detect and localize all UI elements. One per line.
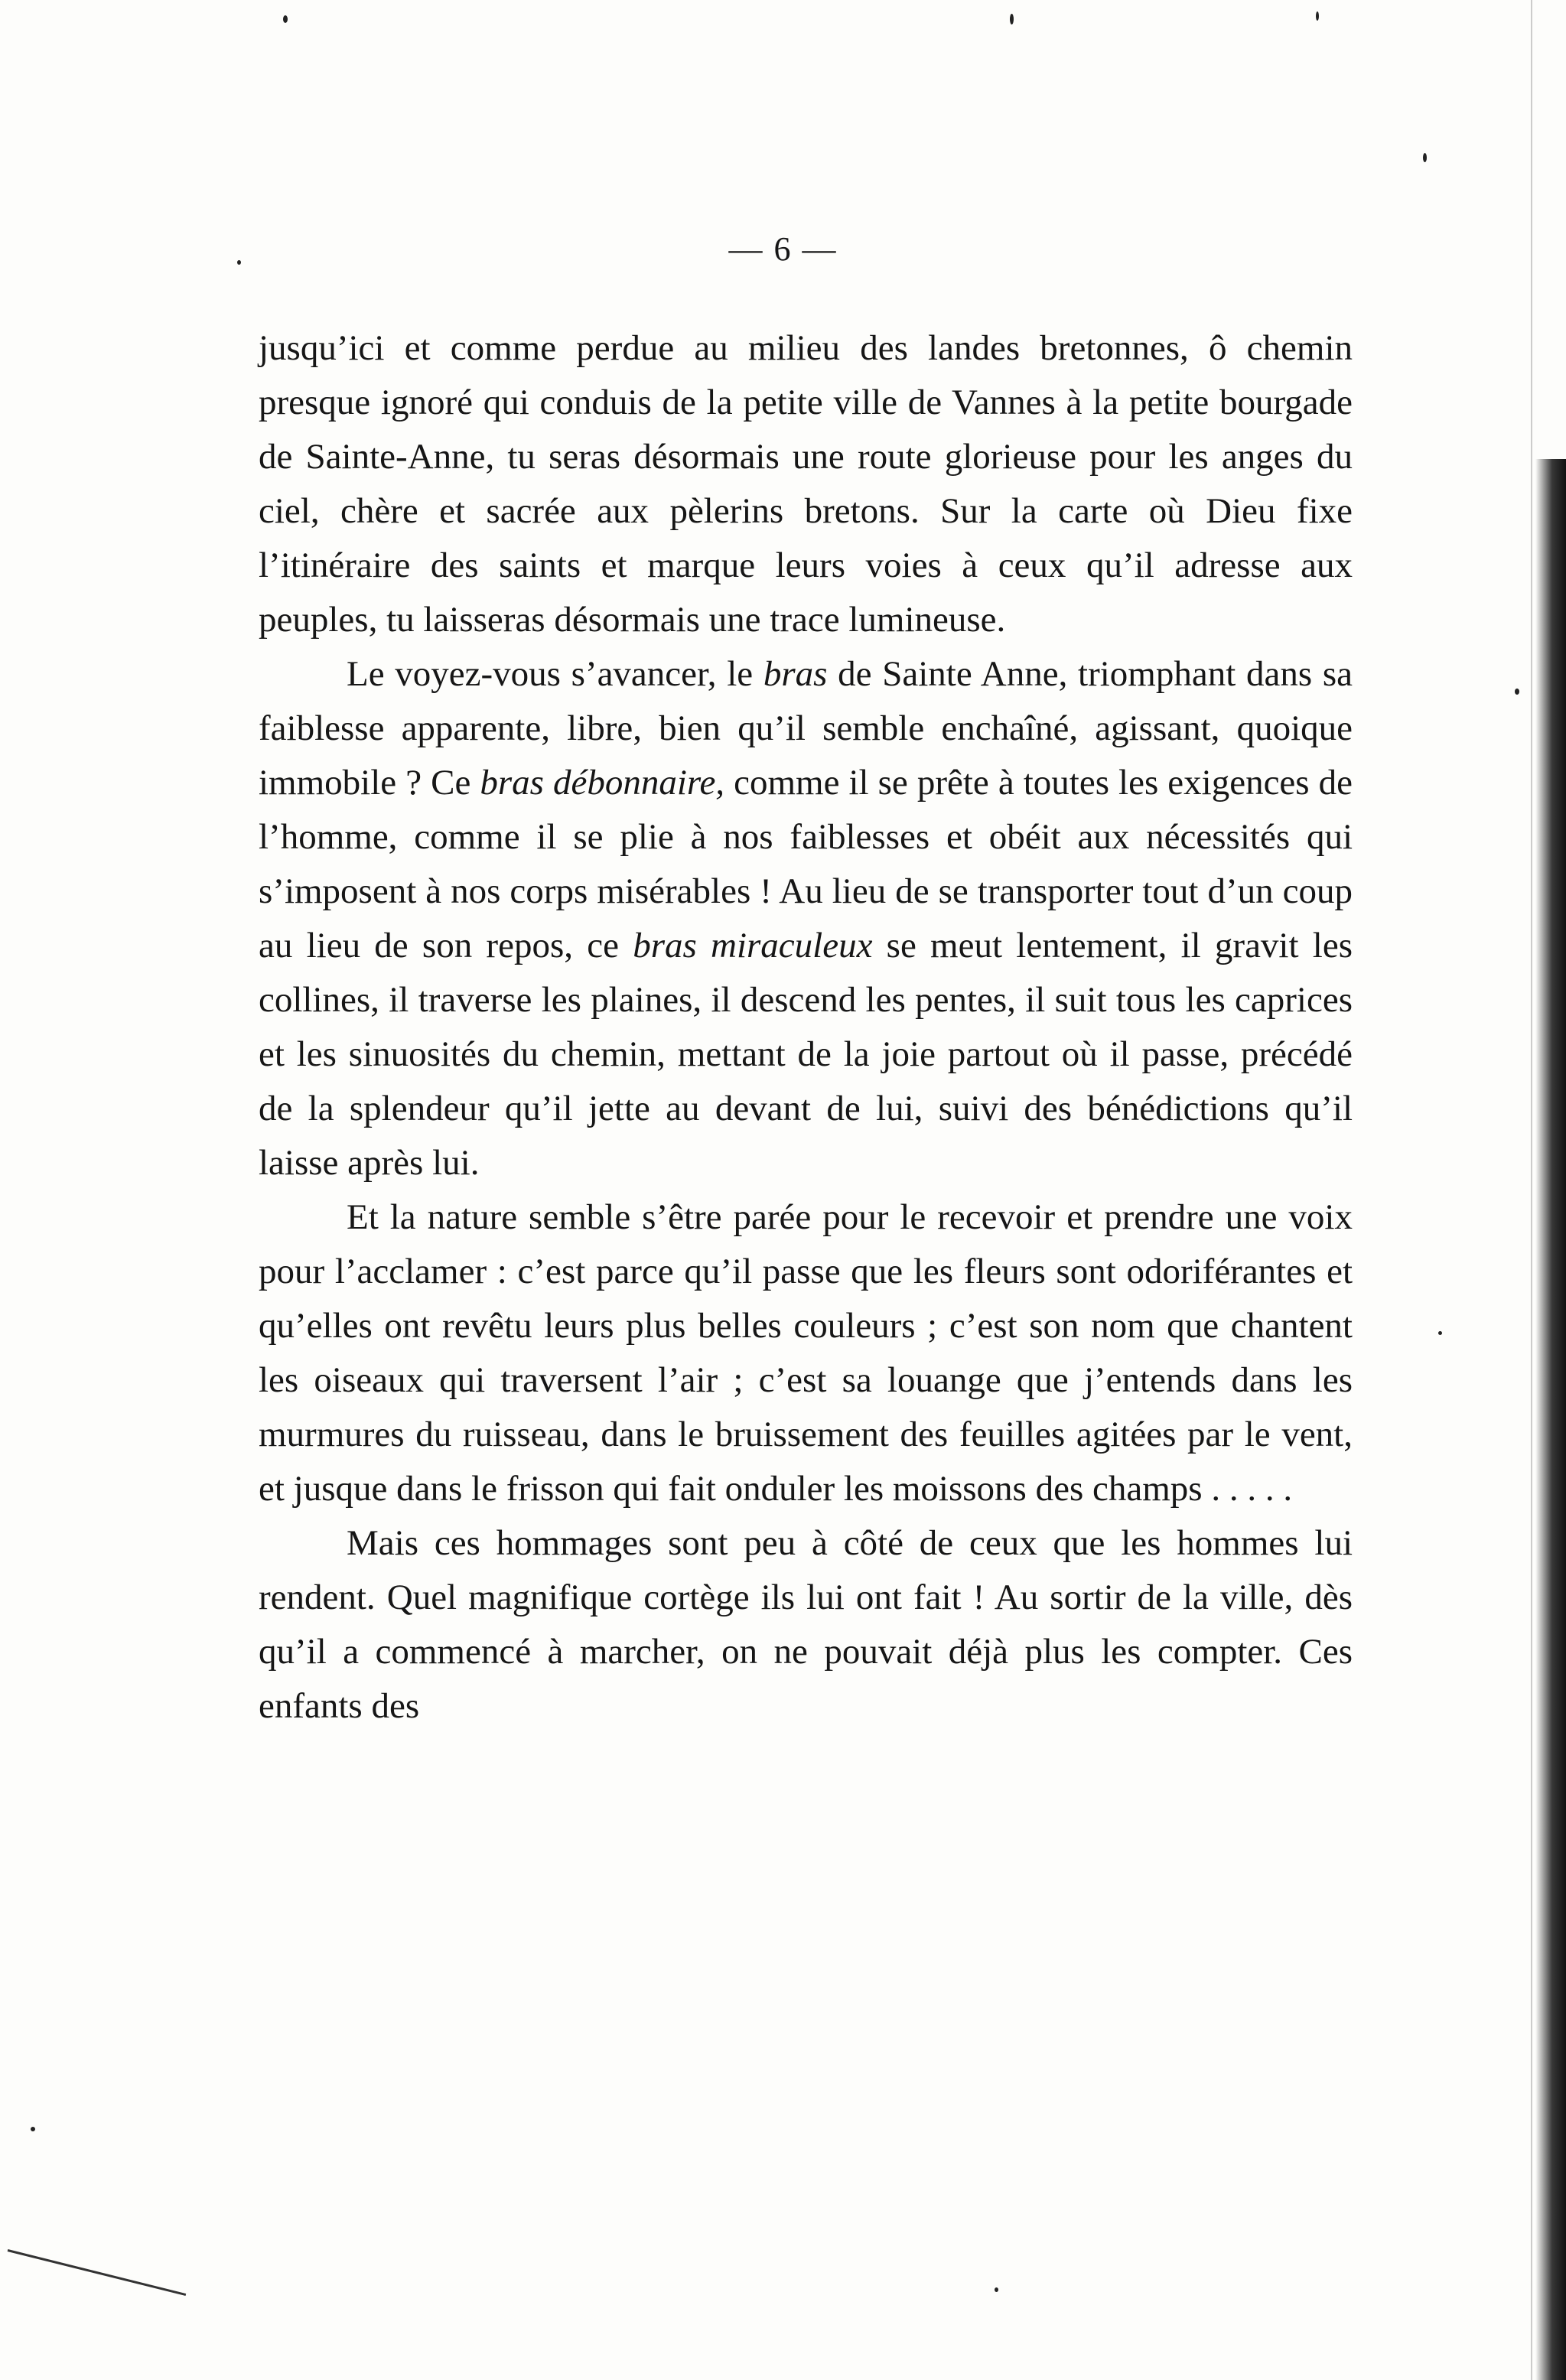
text-run: comme il se prête à toutes les exigences de l’homme, comme il se plie à nos faiblesses et obéit aux nécessités qui s’imposent à nos corps misérables ! Au lieu de se transporter tout d’un coup au lieu de son repos, ce (259, 763, 1353, 965)
scan-speck (31, 2127, 35, 2131)
paragraph (259, 647, 1353, 1190)
scan-scratch-mark (8, 2249, 187, 2296)
scan-speck (995, 2287, 998, 2292)
text-run: de Sainte Anne, triomphant dans sa faiblesse apparente, libre, bien qu’il semble enchaîné, agissant, quoique immobile ? Ce (259, 654, 1353, 803)
page-fold-line (1531, 0, 1532, 2380)
paragraph (259, 1516, 1353, 1734)
scan-speck (1316, 11, 1319, 21)
italic-text: bras (763, 654, 828, 694)
scan-speck (1438, 1331, 1442, 1335)
italic-text: bras débonnaire, (480, 763, 725, 803)
text-run: jusqu’ici et comme perdue au milieu des landes bretonnes, ô chemin presque ignoré qui conduis de la petite ville de Vannes à la petite bourgade de Sainte-Anne, tu seras désormais une route glorieuse pour les anges du ciel, chère et sacrée aux pèlerins bretons. Sur la carte où Dieu fixe l’itinéraire des saints et marque leurs voies à ceux qu’il adresse aux peuples, tu laisseras désormais une trace lumineuse. (259, 328, 1353, 640)
page-number: — 6 — (728, 230, 838, 268)
scan-speck (283, 15, 288, 23)
scan-speck (1423, 153, 1427, 162)
body-text (259, 321, 1353, 1734)
text-run: se meut lentement, il gravit les collines, il traverse les plaines, il descend les pentes, il suit tous les caprices et les sinuosités du chemin, mettant de la joie partout où il passe, précédé de la splendeur qu’il jette au devant de lui, suivi des bénédictions qu’il laisse après lui. (259, 926, 1353, 1183)
paragraph (259, 1190, 1353, 1516)
text-run: Mais ces hommages sont peu à côté de ceux que les hommes lui rendent. Quel magnifique cortège ils lui ont fait ! Au sortir de la ville, dès qu’il a commencé à marcher, on ne pouvait déjà plus les compter. Ces enfants des (259, 1523, 1353, 1726)
page-edge-shadow (1535, 459, 1566, 2380)
paragraph (259, 321, 1353, 647)
scan-speck (1515, 689, 1519, 695)
italic-text: bras miraculeux (633, 926, 873, 965)
scan-speck (1010, 14, 1014, 24)
text-run: Et la nature semble s’être parée pour le recevoir et prendre une voix pour l’acclamer : c’est parce qu’il passe que les fleurs sont odoriférantes et qu’elles ont revêtu leurs plus belles couleurs ; c’est son nom que chantent les oiseaux qui traversent l’air ; c’est sa louange que j’entends dans les murmures du ruisseau, dans le bruissement des feuilles agitées par le vent, et jusque dans le frisson qui fait onduler les moissons des champs . . . . . (259, 1197, 1353, 1509)
text-run: Le voyez-vous s’avancer, le (347, 654, 763, 694)
